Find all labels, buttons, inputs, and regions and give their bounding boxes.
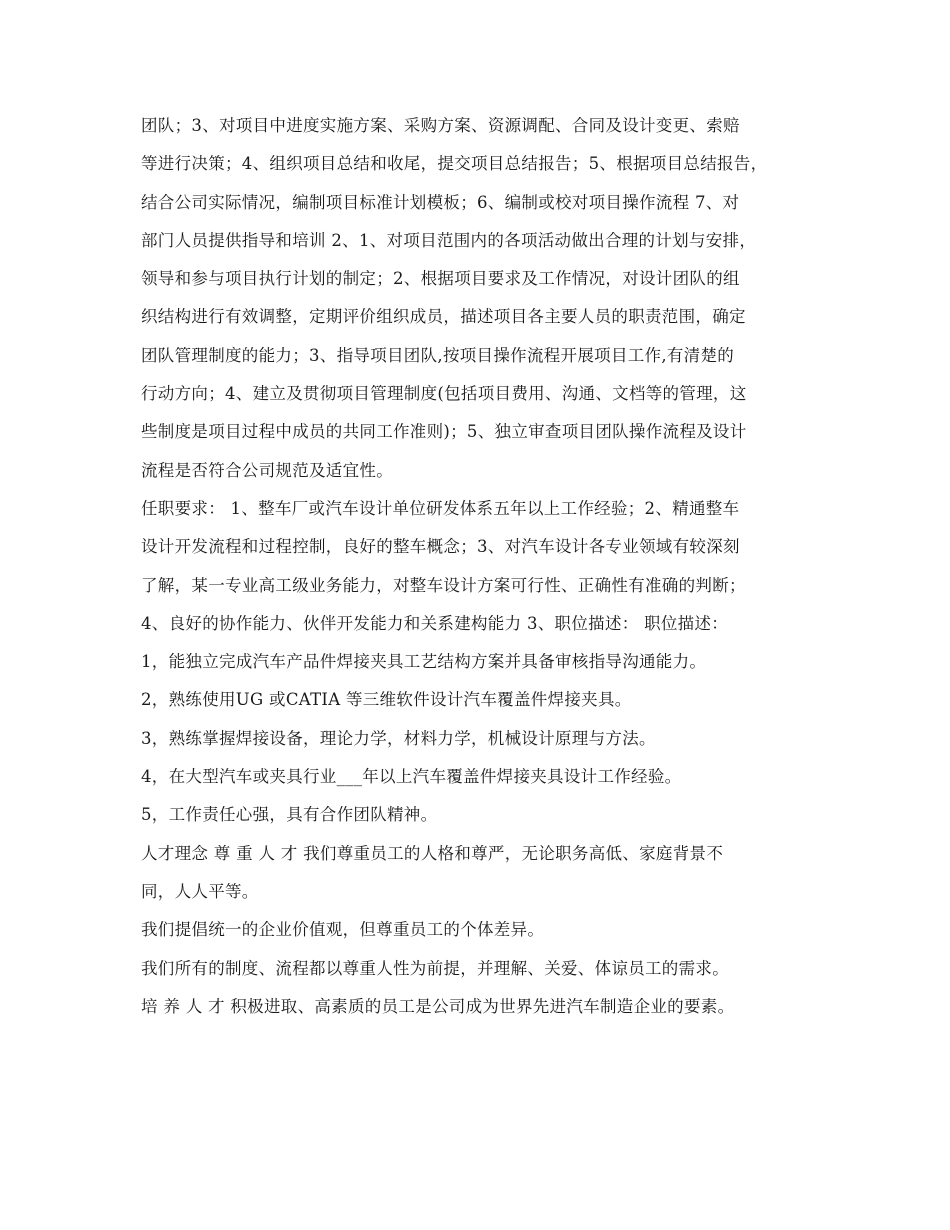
text-line: 设计开发流程和过程控制，良好的整车概念；3、对汽车设计各专业领域有较深刻 — [141, 537, 740, 557]
text-line: 我们提倡统一的企业价值观，但尊重员工的个体差异。 — [141, 920, 545, 940]
text-line: 培 养 人 才 积极进取、高素质的员工是公司成为世界先进汽车制造企业的要素。 — [141, 996, 735, 1016]
text-line: 些制度是项目过程中成员的共同工作准则)；5、独立审查项目团队操作流程及设计 — [141, 422, 747, 442]
text-line: 2，熟练使用UG 或CATIA 等三维软件设计汽车覆盖件焊接夹具。 — [141, 690, 632, 710]
text-line: 部门人员提供指导和培训 2、1、对项目范围内的各项活动做出合理的计划与安排， — [141, 230, 757, 250]
text-line: 4，在大型汽车或夹具行业___年以上汽车覆盖件焊接夹具设计工作经验。 — [141, 767, 682, 787]
text-line: 流程是否符合公司规范及适宜性。 — [141, 460, 393, 480]
text-line: 5，工作责任心强，具有合作团队精神。 — [141, 805, 438, 825]
text-line: 我们所有的制度、流程都以尊重人性为前提，并理解、关爱、体谅员工的需求。 — [141, 958, 729, 978]
text-line: 4、良好的协作能力、伙伴开发能力和关系建构能力 3、职位描述： 职位描述： — [141, 613, 729, 633]
text-line: 等进行决策；4、组织项目总结和收尾，提交项目总结报告；5、根据项目总结报告， — [141, 154, 768, 174]
text-line: 1，能独立完成汽车产品件焊接夹具工艺结构方案并具备审核指导沟通能力。 — [141, 652, 707, 672]
text-line: 同，人人平等。 — [141, 881, 259, 901]
text-line: 团队；3、对项目中进度实施方案、采购方案、资源调配、合同及设计变更、索赔 — [141, 116, 740, 135]
document-body — [141, 107, 831, 1026]
text-line: 结合公司实际情况，编制项目标准计划模板；6、编制或校对项目操作流程 7、对 — [141, 192, 740, 212]
text-line: 任职要求： 1、整车厂或汽车设计单位研发体系五年以上工作经验；2、精通整车 — [141, 498, 740, 518]
text-line: 3，熟练掌握焊接设备，理论力学，材料力学，机械设计原理与方法。 — [141, 728, 656, 748]
text-line: 织结构进行有效调整，定期评价组织成员，描述项目各主要人员的职责范围，确定 — [141, 307, 746, 327]
text-line: 团队管理制度的能力；3、指导项目团队,按项目操作流程开展项目工作,有清楚的 — [141, 345, 735, 365]
text-line: 人才理念 尊 重 人 才 我们尊重员工的人格和尊严，无论职务高低、家庭背景不 — [141, 843, 724, 863]
text-line: 行动方向；4、建立及贯彻项目管理制度(包括项目费用、沟通、文档等的管理，这 — [141, 384, 747, 404]
text-line: 领导和参与项目执行计划的制定；2、根据项目要求及工作情况，对设计团队的组 — [141, 269, 740, 289]
text-line: 了解，某一专业高工级业务能力，对整车设计方案可行性、正确性有准确的判断； — [141, 575, 746, 595]
